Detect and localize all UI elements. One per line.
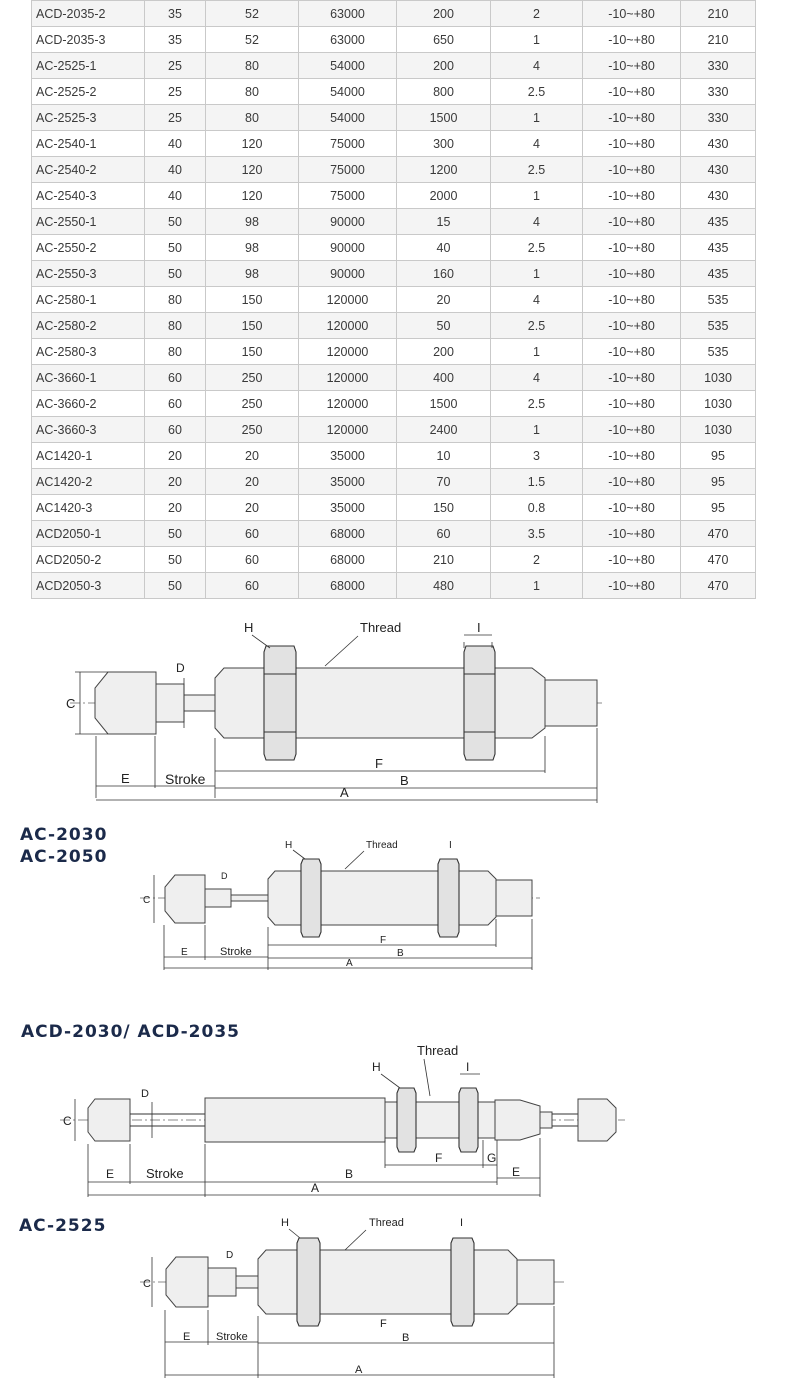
label-i: I [460,1217,464,1229]
table-cell: -10~+80 [583,365,681,391]
table-cell: 98 [206,235,299,261]
table-cell: 535 [681,339,756,365]
table-row [32,573,756,599]
table-cell: 4 [491,287,583,313]
model-cell: AC1420-3 [32,495,145,521]
table-cell: 80 [206,53,299,79]
table-cell: 10 [397,443,491,469]
table-row [32,417,756,443]
label-a: A [346,958,353,969]
label-a: A [340,785,349,800]
table-cell: 60 [206,573,299,599]
table-cell: 50 [145,521,206,547]
table-cell: 470 [681,547,756,573]
table-cell: -10~+80 [583,157,681,183]
label-f: F [375,756,383,771]
table-cell: -10~+80 [583,469,681,495]
table-row [32,547,756,573]
table-cell: 200 [397,1,491,27]
table-cell: 40 [397,235,491,261]
table-row [32,339,756,365]
table-cell: 2000 [397,183,491,209]
table-cell: 1.5 [491,469,583,495]
table-cell: 1030 [681,417,756,443]
table-cell: 1500 [397,391,491,417]
model-cell: ACD-2035-3 [32,27,145,53]
table-row [32,469,756,495]
table-cell: -10~+80 [583,209,681,235]
label-c: C [66,696,76,711]
drawing-ac-2030 [0,835,790,975]
label-thread: Thread [369,1217,404,1229]
table-cell: 435 [681,209,756,235]
table-cell: 4 [491,131,583,157]
label-h: H [244,620,254,635]
table-row [32,495,756,521]
table-cell: 1 [491,573,583,599]
table-cell: -10~+80 [583,27,681,53]
label-b: B [400,773,409,788]
model-cell: AC-2540-1 [32,131,145,157]
label-stroke: Stroke [146,1166,184,1181]
label-e-2: E [512,1165,521,1179]
table-cell: 2400 [397,417,491,443]
table-cell: 435 [681,235,756,261]
model-cell: AC1420-2 [32,469,145,495]
label-a: A [355,1364,363,1376]
table-cell: 2 [491,1,583,27]
model-cell: AC-3660-1 [32,365,145,391]
table-cell: 95 [681,469,756,495]
table-row [32,79,756,105]
table-cell: -10~+80 [583,339,681,365]
table-cell: -10~+80 [583,391,681,417]
table-cell: 54000 [299,53,397,79]
table-cell: -10~+80 [583,547,681,573]
table-cell: 40 [145,157,206,183]
label-h: H [281,1217,289,1229]
table-cell: 50 [145,235,206,261]
model-cell: AC-2580-2 [32,313,145,339]
model-cell: ACD2050-3 [32,573,145,599]
table-cell: 0.8 [491,495,583,521]
table-cell: 3 [491,443,583,469]
table-cell: 120000 [299,417,397,443]
drawing-ac-2525 [0,1210,790,1382]
table-cell: 20 [397,287,491,313]
table-cell: -10~+80 [583,79,681,105]
table-cell: -10~+80 [583,417,681,443]
table-cell: 80 [145,287,206,313]
table-cell: 535 [681,287,756,313]
table-cell: 120000 [299,313,397,339]
table-cell: 300 [397,131,491,157]
table-row [32,391,756,417]
table-cell: 60 [397,521,491,547]
table-cell: 20 [206,443,299,469]
spec-table [31,0,756,599]
table-cell: 430 [681,131,756,157]
table-cell: 2.5 [491,391,583,417]
table-cell: 35 [145,1,206,27]
label-h: H [372,1060,381,1074]
label-thread: Thread [360,620,402,635]
table-cell: 50 [145,547,206,573]
model-cell: AC-3660-3 [32,417,145,443]
table-cell: 95 [681,443,756,469]
label-i: I [466,1060,470,1074]
table-cell: 90000 [299,235,397,261]
table-row [32,209,756,235]
model-cell: ACD-2035-2 [32,1,145,27]
table-cell: 430 [681,157,756,183]
model-cell: AC-2525-2 [32,79,145,105]
table-cell: 400 [397,365,491,391]
table-cell: -10~+80 [583,53,681,79]
table-cell: 25 [145,53,206,79]
table-cell: 650 [397,27,491,53]
table-cell: 50 [145,573,206,599]
table-cell: 20 [206,495,299,521]
table-cell: -10~+80 [583,313,681,339]
table-cell: 120000 [299,365,397,391]
table-cell: 75000 [299,131,397,157]
label-stroke: Stroke [216,1331,248,1343]
table-cell: 4 [491,53,583,79]
table-cell: 120 [206,157,299,183]
table-cell: 210 [681,27,756,53]
model-cell: AC-2550-3 [32,261,145,287]
label-f: F [380,935,387,946]
table-row [32,443,756,469]
table-cell: 35 [145,27,206,53]
model-cell: ACD2050-2 [32,547,145,573]
table-cell: 1 [491,183,583,209]
table-cell: 330 [681,105,756,131]
table-cell: -10~+80 [583,573,681,599]
label-e: E [106,1167,115,1181]
table-cell: 250 [206,417,299,443]
table-cell: 68000 [299,573,397,599]
table-cell: 1 [491,261,583,287]
table-cell: -10~+80 [583,521,681,547]
drawing-1 [0,618,790,813]
table-cell: 52 [206,27,299,53]
table-cell: 98 [206,209,299,235]
label-h: H [285,840,293,851]
label-e: E [183,1331,191,1343]
table-cell: 120000 [299,339,397,365]
table-cell: 54000 [299,79,397,105]
label-i: I [449,840,452,851]
table-row [32,53,756,79]
table-cell: 80 [206,79,299,105]
table-cell: 150 [206,287,299,313]
table-cell: 68000 [299,521,397,547]
table-cell: -10~+80 [583,183,681,209]
model-cell: AC-2540-2 [32,157,145,183]
table-cell: 35000 [299,469,397,495]
table-cell: 150 [397,495,491,521]
table-cell: 40 [145,131,206,157]
table-cell: 330 [681,79,756,105]
label-b: B [397,948,404,959]
table-cell: 1200 [397,157,491,183]
table-cell: 210 [397,547,491,573]
table-cell: 1 [491,105,583,131]
table-cell: 2.5 [491,157,583,183]
label-c: C [143,895,151,906]
table-row [32,235,756,261]
table-cell: 330 [681,53,756,79]
table-cell: 2.5 [491,79,583,105]
table-row [32,261,756,287]
table-cell: 1030 [681,365,756,391]
label-thread: Thread [366,840,398,851]
table-cell: 120000 [299,391,397,417]
table-cell: 70 [397,469,491,495]
table-cell: 2.5 [491,235,583,261]
table-cell: 150 [206,339,299,365]
table-cell: 20 [145,443,206,469]
table-cell: -10~+80 [583,443,681,469]
table-cell: 25 [145,105,206,131]
table-cell: 2 [491,547,583,573]
table-cell: 50 [145,209,206,235]
table-row [32,157,756,183]
table-cell: 4 [491,365,583,391]
model-cell: AC-2550-2 [32,235,145,261]
table-cell: 1 [491,339,583,365]
table-cell: 200 [397,53,491,79]
table-cell: 120000 [299,287,397,313]
table-cell: 95 [681,495,756,521]
table-cell: 160 [397,261,491,287]
table-row [32,1,756,27]
label-b: B [402,1332,410,1344]
table-cell: 1 [491,27,583,53]
table-cell: 68000 [299,547,397,573]
model-cell: AC-2580-1 [32,287,145,313]
table-cell: 210 [681,1,756,27]
table-cell: 20 [206,469,299,495]
model-cell: AC-2525-1 [32,53,145,79]
model-cell: AC-3660-2 [32,391,145,417]
table-cell: 4 [491,209,583,235]
table-cell: -10~+80 [583,495,681,521]
table-cell: 40 [145,183,206,209]
table-cell: 25 [145,79,206,105]
model-cell: ACD2050-1 [32,521,145,547]
table-cell: 60 [145,365,206,391]
table-cell: 1 [491,417,583,443]
table-cell: 200 [397,339,491,365]
model-cell: AC-2580-3 [32,339,145,365]
table-cell: 1500 [397,105,491,131]
table-cell: 63000 [299,27,397,53]
table-row [32,313,756,339]
model-cell: AC-2550-1 [32,209,145,235]
table-cell: -10~+80 [583,105,681,131]
table-row [32,521,756,547]
table-cell: 15 [397,209,491,235]
table-cell: 90000 [299,261,397,287]
table-cell: 150 [206,313,299,339]
label-d: D [226,1250,234,1261]
table-cell: -10~+80 [583,131,681,157]
label-e: E [181,947,188,958]
table-cell: 75000 [299,157,397,183]
table-cell: 50 [145,261,206,287]
model-cell: AC-2525-3 [32,105,145,131]
table-row [32,131,756,157]
table-cell: 430 [681,183,756,209]
table-row [32,365,756,391]
table-cell: 250 [206,365,299,391]
table-cell: 35000 [299,443,397,469]
table-cell: -10~+80 [583,287,681,313]
model-cell: AC-2540-3 [32,183,145,209]
table-cell: 470 [681,521,756,547]
table-cell: 20 [145,469,206,495]
table-cell: 480 [397,573,491,599]
table-cell: 80 [206,105,299,131]
table-cell: 120 [206,183,299,209]
label-stroke: Stroke [165,771,206,787]
table-cell: 75000 [299,183,397,209]
table-cell: 35000 [299,495,397,521]
table-cell: 535 [681,313,756,339]
table-cell: 60 [145,391,206,417]
table-cell: 80 [145,313,206,339]
table-cell: 50 [397,313,491,339]
table-row [32,27,756,53]
table-cell: 60 [206,547,299,573]
table-cell: 60 [145,417,206,443]
drawing-acd-2030 [0,1040,790,1200]
label-e: E [121,771,130,786]
table-row [32,287,756,313]
table-cell: 98 [206,261,299,287]
table-cell: 1030 [681,391,756,417]
table-cell: 2.5 [491,313,583,339]
label-g: G [487,1151,497,1165]
label-b: B [345,1167,354,1181]
table-cell: -10~+80 [583,235,681,261]
label-d: D [141,1088,149,1100]
title-acd-2030-2035: ACD-2030/ ACD-2035 [21,1022,240,1042]
table-cell: 90000 [299,209,397,235]
label-d: D [221,871,228,881]
table-cell: 54000 [299,105,397,131]
table-cell: 63000 [299,1,397,27]
table-cell: 470 [681,573,756,599]
table-cell: 120 [206,131,299,157]
table-cell: 435 [681,261,756,287]
label-thread: Thread [417,1043,459,1058]
label-f: F [435,1151,443,1165]
title-ac-2050: AC-2050 [20,847,108,867]
table-row [32,183,756,209]
table-cell: 20 [145,495,206,521]
label-c: C [143,1278,151,1290]
table-cell: -10~+80 [583,261,681,287]
table-cell: 250 [206,391,299,417]
table-cell: -10~+80 [583,1,681,27]
label-f: F [380,1318,387,1330]
label-stroke: Stroke [220,946,252,958]
label-d: D [176,661,185,675]
table-cell: 80 [145,339,206,365]
title-ac-2030: AC-2030 [20,825,108,845]
table-cell: 800 [397,79,491,105]
model-cell: AC1420-1 [32,443,145,469]
table-cell: 52 [206,1,299,27]
title-ac-2525: AC-2525 [19,1216,107,1236]
table-cell: 60 [206,521,299,547]
table-row [32,105,756,131]
label-a: A [311,1181,320,1195]
table-cell: 3.5 [491,521,583,547]
label-c: C [63,1114,72,1128]
label-i: I [477,620,481,635]
